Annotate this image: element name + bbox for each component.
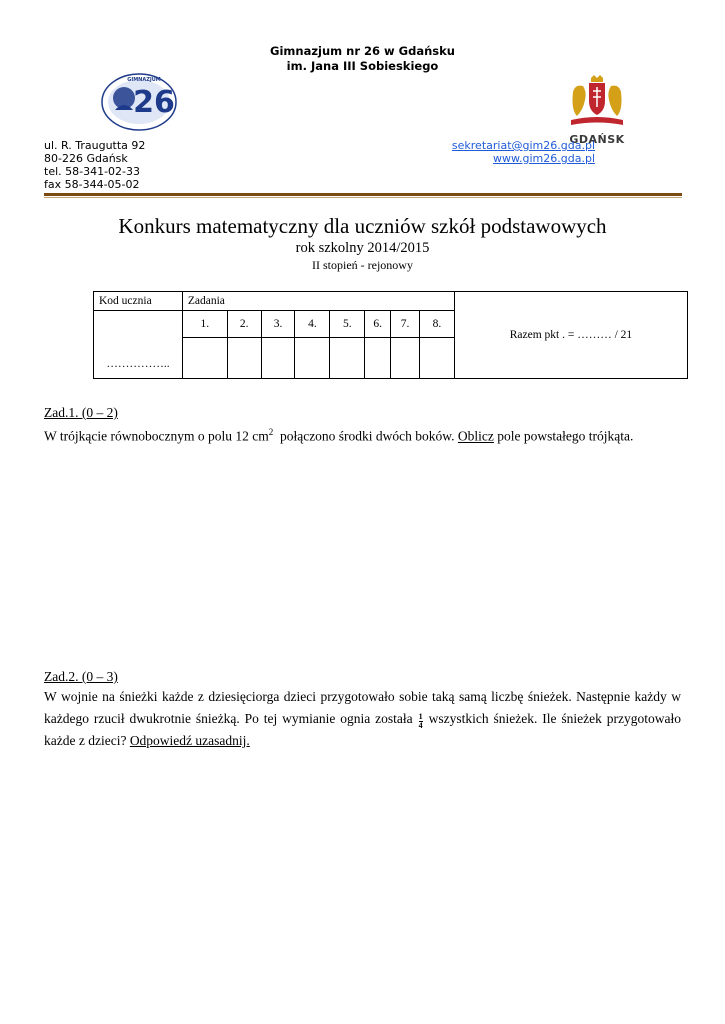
task-2-text-start: W wojnie na śnieżki każde z dziesięciorga dzieci przygotowało sobie taką samą liczbę śnieżek. Następnie każdy w każdego rzucił dwukrotnie śnieżką. Po tej wymianie ognia została — [44, 689, 681, 726]
task-number: 3. — [261, 311, 295, 338]
score-table — [93, 291, 688, 379]
task-1-text-middle: połączono środki dwóch boków. — [273, 428, 458, 444]
total-points-cell[interactable] — [454, 292, 687, 379]
school-patron: im. Jana III Sobieskiego — [286, 59, 439, 73]
task-score-cell[interactable] — [365, 338, 391, 379]
header-divider-thin — [44, 197, 682, 198]
gdansk-crest-icon — [565, 74, 629, 130]
task-2-text-end: wszystkich śnieżek. Ile śnieżek przygotowało każde z dzieci? — [44, 711, 681, 748]
address-city: 80-226 Gdańsk — [44, 152, 128, 165]
task-1-text-end: pole powstałego trójkąta. — [493, 428, 634, 444]
student-code-field[interactable] — [94, 311, 183, 379]
fraction-numerator: 1 — [418, 712, 423, 721]
logo-number: 26 — [133, 85, 175, 120]
task-score-cell[interactable] — [261, 338, 295, 379]
task-number: 4. — [295, 311, 330, 338]
task-score-cell[interactable] — [391, 338, 420, 379]
student-code-placeholder: …………….. — [106, 358, 170, 370]
email-link[interactable]: sekretariat@gim26.gda.pl — [451, 139, 595, 152]
task-number: 8. — [420, 311, 455, 338]
task-1-command: Oblicz — [457, 428, 494, 444]
task-number: 5. — [330, 311, 365, 338]
website-link[interactable]: www.gim26.gda.pl — [493, 152, 595, 165]
total-points-label: Razem pkt . = ……… / 21 — [509, 329, 633, 341]
school-name: Gimnazjum nr 26 w Gdańsku — [270, 44, 455, 58]
task-score-cell[interactable] — [182, 338, 227, 379]
task-2-heading: Zad.2. (0 – 3) — [44, 669, 118, 684]
task-1-text — [44, 423, 681, 446]
logo-arc-text: GIMNAZJUM — [127, 77, 161, 83]
task-2-command: Odpowiedź uzasadnij. — [129, 733, 250, 748]
task-1-text-start: W trójkącie równobocznym o polu 12 cm — [44, 428, 269, 444]
city-logo-text: GDAŃSK — [569, 133, 625, 146]
address-street: ul. R. Traugutta 92 — [44, 139, 146, 152]
task-1-superscript: 2 — [268, 427, 274, 437]
task-score-cell[interactable] — [295, 338, 330, 379]
fraction-one-quarter — [419, 713, 423, 730]
competition-stage: II stopień - rejonowy — [312, 258, 413, 272]
task-number: 7. — [391, 311, 420, 338]
student-code-header: Kod ucznia — [94, 292, 183, 311]
task-number: 6. — [365, 311, 391, 338]
task-number: 2. — [227, 311, 261, 338]
task-score-cell[interactable] — [227, 338, 261, 379]
fraction-denominator: 4 — [418, 721, 423, 730]
task-score-cell[interactable] — [420, 338, 455, 379]
task-2-text — [44, 686, 681, 752]
school-year: rok szkolny 2014/2015 — [295, 240, 430, 256]
header-divider — [44, 193, 682, 196]
fax-number: fax 58-344-05-02 — [44, 178, 140, 191]
page-title: Konkurs matematyczny dla uczniów szkół podstawowych — [118, 214, 607, 238]
task-number: 1. — [182, 311, 227, 338]
task-score-cell[interactable] — [330, 338, 365, 379]
phone-number: tel. 58-341-02-33 — [44, 165, 141, 178]
task-1-heading: Zad.1. (0 – 2) — [44, 405, 118, 420]
school-logo-26 — [100, 70, 178, 132]
tasks-header: Zadania — [182, 292, 454, 311]
